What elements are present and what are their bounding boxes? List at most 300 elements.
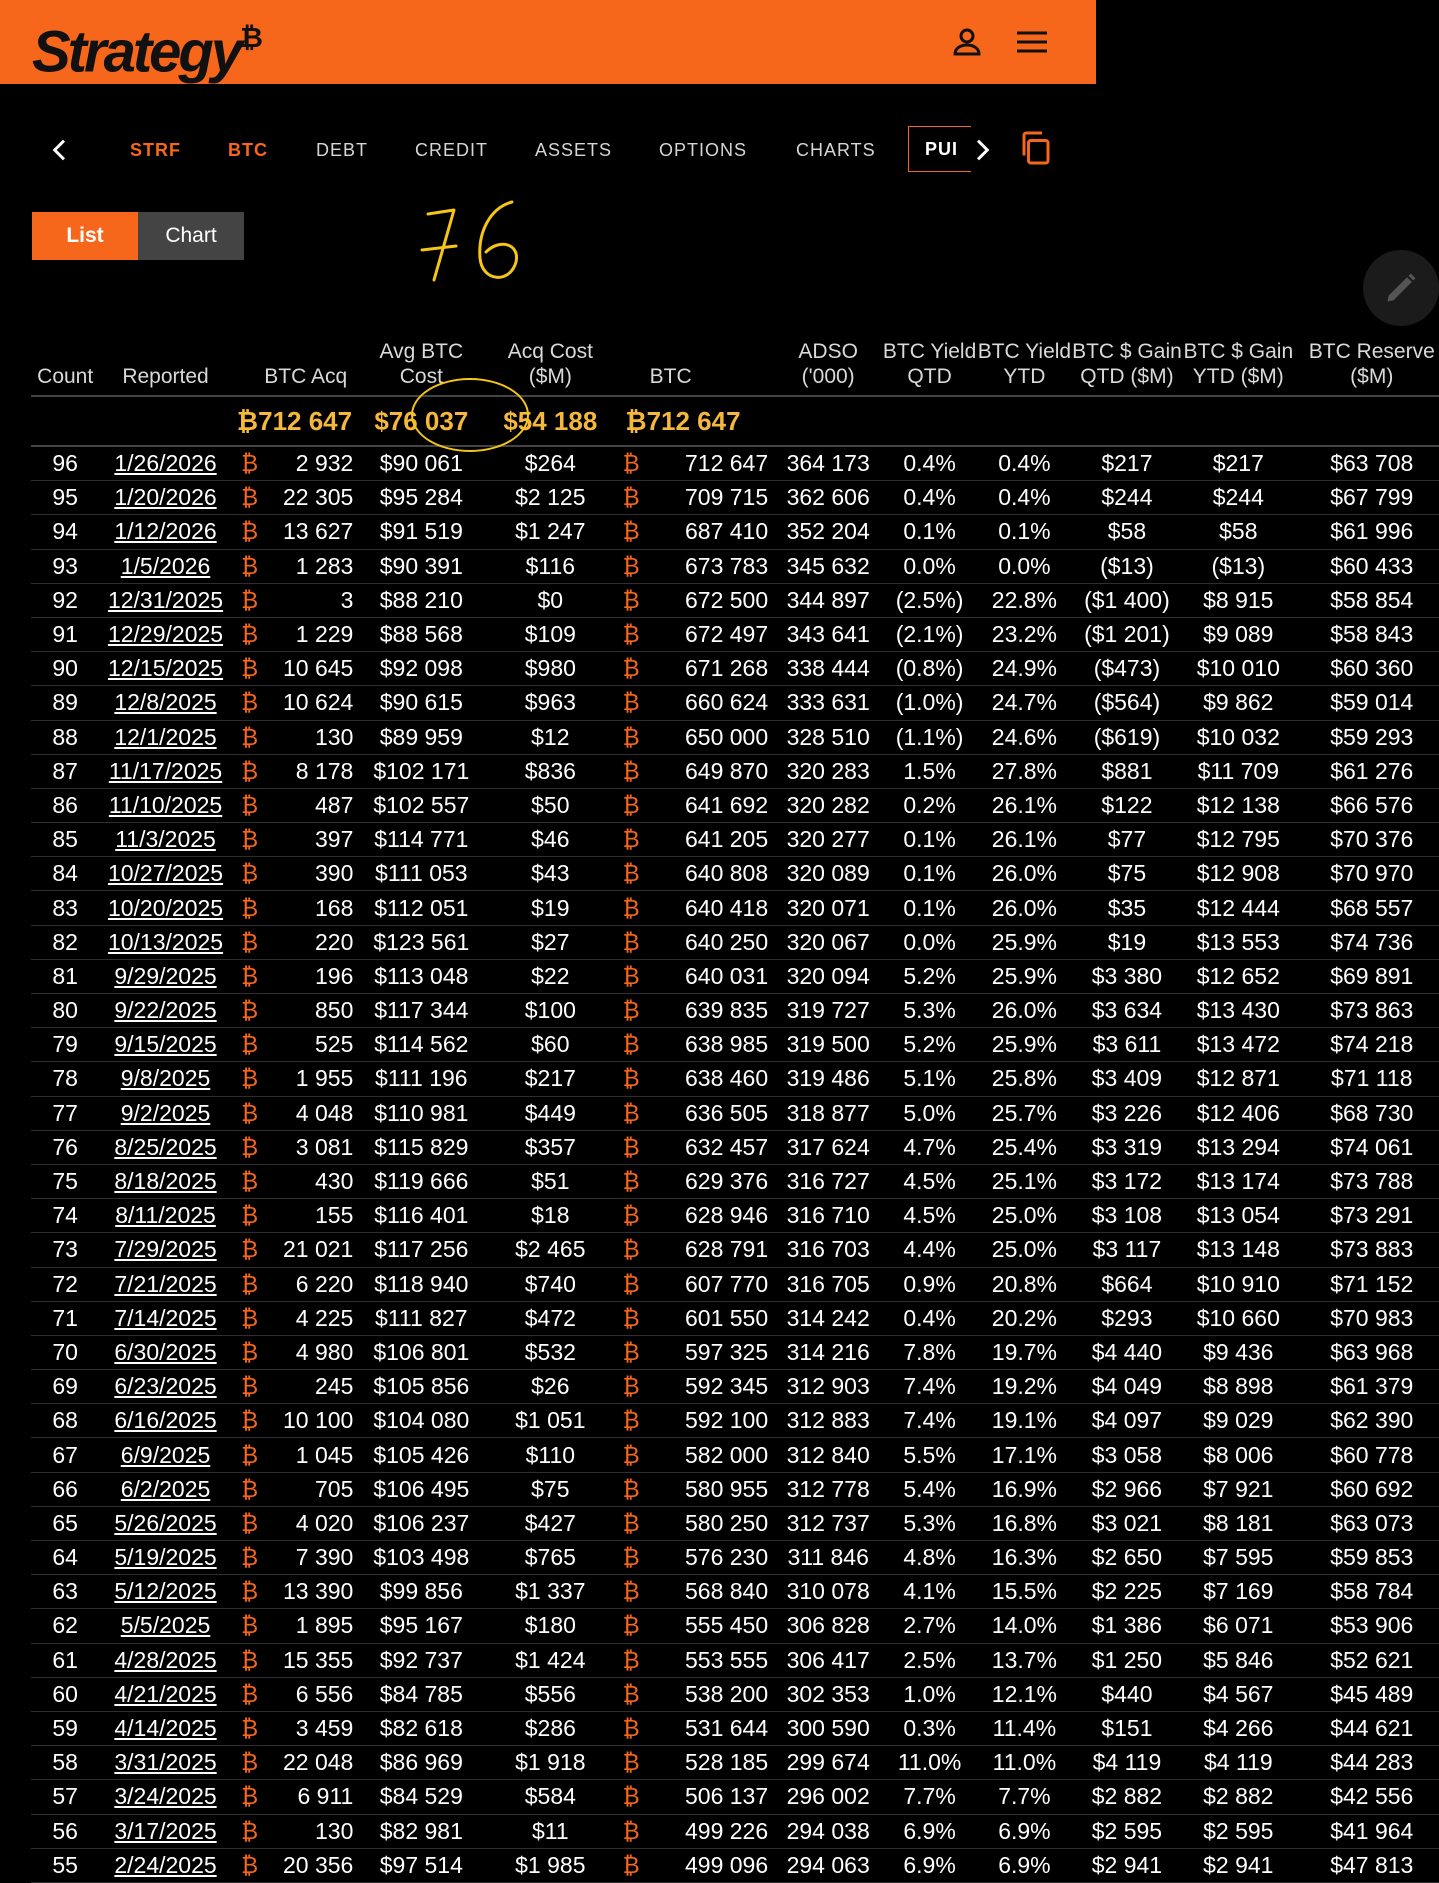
bitcoin-symbol-icon: ₿ [232, 1677, 258, 1711]
cell-count: 79 [31, 1028, 99, 1062]
reported-date-link[interactable]: 10/20/2025 [107, 894, 224, 921]
cell-gain-ytd: $9 862 [1182, 686, 1294, 720]
cell-gain-qtd: $1 386 [1072, 1609, 1182, 1643]
bitcoin-symbol-icon: ₿ [232, 583, 258, 617]
table-row [31, 1609, 1439, 1643]
cell-btc: 660 624 [640, 686, 775, 720]
cell-btc-acq: 6 556 [258, 1677, 357, 1711]
cell-yield-qtd: 0.0% [882, 549, 977, 583]
cell-reported [99, 1062, 231, 1096]
cell-btc-acq: 13 390 [258, 1575, 357, 1609]
totals-empty [99, 396, 231, 446]
cell-btc-acq: 15 355 [258, 1643, 357, 1677]
cell-yield-qtd: (2.5%) [882, 583, 977, 617]
reported-date-link[interactable]: 1/26/2026 [114, 450, 217, 477]
cell-avg-cost: $118 940 [357, 1267, 485, 1301]
bitcoin-symbol-icon: ₿ [615, 1335, 639, 1369]
reported-date-link[interactable]: 7/21/2025 [114, 1270, 217, 1297]
reported-date-link[interactable]: 5/5/2025 [120, 1612, 211, 1639]
reported-date-link[interactable]: 9/15/2025 [114, 1031, 217, 1058]
cell-gain-ytd: $11 709 [1182, 754, 1294, 788]
cell-avg-cost: $86 969 [357, 1746, 485, 1780]
cell-count: 74 [31, 1199, 99, 1233]
cell-reserve: $74 061 [1295, 1130, 1439, 1164]
cell-gain-ytd: $5 846 [1182, 1643, 1294, 1677]
table-row [31, 1130, 1439, 1164]
cell-btc: 640 808 [640, 857, 775, 891]
reported-date-link[interactable]: 5/26/2025 [114, 1509, 217, 1536]
cell-yield-qtd: 5.3% [882, 1506, 977, 1540]
header-yield-qtd[interactable]: BTC Yield QTD [882, 340, 977, 388]
cell-yield-ytd: 0.1% [977, 515, 1072, 549]
cell-reserve: $70 983 [1295, 1301, 1439, 1335]
reported-date-link[interactable]: 4/14/2025 [114, 1715, 217, 1742]
table-row [31, 617, 1439, 651]
bitcoin-symbol-icon: ₿ [232, 959, 258, 993]
reported-date-link[interactable]: 11/3/2025 [115, 826, 216, 853]
cell-adso: 320 067 [774, 925, 882, 959]
reported-date-link[interactable]: 12/15/2025 [107, 655, 224, 682]
cell-btc-acq: 4 020 [258, 1506, 357, 1540]
top-header [0, 0, 1096, 84]
cell-yield-qtd: 4.4% [882, 1233, 977, 1267]
cell-reported [99, 1575, 231, 1609]
table-row [31, 686, 1439, 720]
reported-date-link[interactable]: 10/13/2025 [107, 928, 224, 955]
cell-gain-ytd: $2 882 [1182, 1780, 1294, 1814]
table-row [31, 1643, 1439, 1677]
table-row [31, 823, 1439, 857]
tab-assets[interactable]: ASSETS [535, 140, 613, 160]
cell-reported [99, 891, 231, 925]
cell-adso: 316 703 [774, 1233, 882, 1267]
cell-reserve: $52 621 [1295, 1643, 1439, 1677]
cell-reported [99, 515, 231, 549]
cell-btc: 580 955 [640, 1472, 775, 1506]
cell-avg-cost: $111 053 [357, 857, 485, 891]
cell-avg-cost: $123 561 [357, 925, 485, 959]
cell-avg-cost: $104 080 [357, 1404, 485, 1438]
hamburger-menu-icon[interactable] [1014, 24, 1050, 60]
bitcoin-symbol-icon: ₿ [232, 1643, 258, 1677]
bitcoin-symbol-icon: ₿ [615, 1233, 639, 1267]
tab-charts[interactable]: CHARTS [796, 140, 876, 160]
header-spacer [615, 285, 639, 396]
cell-btc-acq: 1 955 [258, 1062, 357, 1096]
bitcoin-symbol-icon: ₿ [615, 1199, 639, 1233]
cell-gain-ytd: $13 174 [1182, 1164, 1294, 1198]
cell-btc-acq: 705 [258, 1472, 357, 1506]
cell-gain-qtd: $122 [1072, 788, 1182, 822]
cell-adso: 362 606 [774, 481, 882, 515]
reported-date-link[interactable]: 12/8/2025 [114, 689, 217, 716]
user-icon[interactable] [949, 24, 985, 60]
cell-gain-qtd: ($13) [1072, 549, 1182, 583]
cell-btc: 582 000 [640, 1438, 775, 1472]
bitcoin-symbol-icon: ₿ [615, 617, 639, 651]
cell-reserve: $63 968 [1295, 1335, 1439, 1369]
cell-btc-acq: 8 178 [258, 754, 357, 788]
cell-gain-ytd: $8 898 [1182, 1370, 1294, 1404]
cell-avg-cost: $105 856 [357, 1370, 485, 1404]
table-row [31, 1472, 1439, 1506]
cell-gain-ytd: $9 089 [1182, 617, 1294, 651]
cell-gain-qtd: $2 882 [1072, 1780, 1182, 1814]
reported-date-link[interactable]: 6/2/2025 [120, 1475, 211, 1502]
cell-gain-ytd: $7 595 [1182, 1541, 1294, 1575]
cell-avg-cost: $110 981 [357, 1096, 485, 1130]
cell-gain-qtd: $3 021 [1072, 1506, 1182, 1540]
bitcoin-symbol-icon: ₿ [232, 891, 258, 925]
cell-btc: 628 946 [640, 1199, 775, 1233]
reported-date-link[interactable]: 7/14/2025 [114, 1304, 217, 1331]
cell-adso: 299 674 [774, 1746, 882, 1780]
copy-icon[interactable] [1018, 130, 1054, 166]
cell-avg-cost: $102 557 [357, 788, 485, 822]
bitcoin-symbol-icon: ₿ [615, 994, 639, 1028]
reported-date-link[interactable]: 12/31/2025 [107, 586, 224, 613]
cell-btc: 632 457 [640, 1130, 775, 1164]
cell-yield-ytd: 25.0% [977, 1233, 1072, 1267]
cell-reserve: $71 118 [1295, 1062, 1439, 1096]
cell-adso: 316 727 [774, 1164, 882, 1198]
reported-date-link[interactable]: 10/27/2025 [107, 860, 224, 887]
cell-yield-qtd: 5.3% [882, 994, 977, 1028]
cell-avg-cost: $111 827 [357, 1301, 485, 1335]
bitcoin-symbol-icon: ₿ [615, 446, 639, 481]
cell-count: 67 [31, 1438, 99, 1472]
cell-yield-ytd: 26.0% [977, 891, 1072, 925]
table-row [31, 1199, 1439, 1233]
reported-date-link[interactable]: 6/16/2025 [114, 1407, 217, 1434]
reported-date-link[interactable]: 6/23/2025 [114, 1373, 217, 1400]
cell-yield-qtd: 5.2% [882, 959, 977, 993]
cell-yield-qtd: 0.1% [882, 857, 977, 891]
list-button[interactable]: List [32, 212, 138, 260]
cell-acq-cost: $217 [485, 1062, 615, 1096]
table-row [31, 788, 1439, 822]
cell-gain-qtd: $77 [1072, 823, 1182, 857]
cell-gain-ytd: $12 871 [1182, 1062, 1294, 1096]
bitcoin-symbol-icon: ₿ [615, 857, 639, 891]
cell-reserve: $73 788 [1295, 1164, 1439, 1198]
cell-reserve: $42 556 [1295, 1780, 1439, 1814]
reported-date-link[interactable]: 11/10/2025 [108, 791, 223, 818]
table-body [31, 446, 1439, 1882]
cell-acq-cost: $12 [485, 720, 615, 754]
bitcoin-symbol-icon: ₿ [232, 1301, 258, 1335]
header-reported[interactable]: Reported [122, 365, 209, 388]
cell-reserve: $44 283 [1295, 1746, 1439, 1780]
cell-yield-ytd: 19.2% [977, 1370, 1072, 1404]
cell-gain-qtd: $3 380 [1072, 959, 1182, 993]
tab-credit[interactable]: CREDIT [415, 140, 488, 160]
header-reserve[interactable]: BTC Reserve ($M) [1308, 340, 1435, 388]
total-btc-acq: ₿712 647 [232, 396, 358, 446]
cell-reserve: $59 014 [1295, 686, 1439, 720]
cell-btc: 672 500 [640, 583, 775, 617]
reported-date-link[interactable]: 3/24/2025 [114, 1783, 217, 1810]
tab-btc[interactable]: BTC [228, 140, 268, 160]
reported-date-link[interactable]: 8/25/2025 [114, 1133, 217, 1160]
cell-avg-cost: $112 051 [357, 891, 485, 925]
cell-adso: 311 846 [774, 1541, 882, 1575]
cell-gain-qtd: $58 [1072, 515, 1182, 549]
cell-gain-ytd: $10 032 [1182, 720, 1294, 754]
cell-btc-acq: 1 229 [258, 617, 357, 651]
reported-date-link[interactable]: 4/28/2025 [114, 1646, 217, 1673]
bitcoin-symbol-icon: ₿ [232, 1370, 258, 1404]
cell-acq-cost: $27 [485, 925, 615, 959]
bitcoin-symbol-icon: ₿ [232, 788, 258, 822]
header-count[interactable]: Count [37, 365, 94, 388]
header-gain-qtd[interactable]: BTC $ Gain QTD ($M) [1072, 340, 1182, 388]
cell-reserve: $45 489 [1295, 1677, 1439, 1711]
reported-date-link[interactable]: 1/20/2026 [114, 484, 217, 511]
bitcoin-symbol-icon: ₿ [615, 1677, 639, 1711]
cell-btc: 555 450 [640, 1609, 775, 1643]
bitcoin-symbol-icon: ₿ [615, 1370, 639, 1404]
reported-date-link[interactable]: 12/29/2025 [107, 621, 224, 648]
header-yield-ytd[interactable]: BTC Yield YTD [977, 340, 1072, 388]
table-row [31, 959, 1439, 993]
bitcoin-symbol-icon: ₿ [615, 1404, 639, 1438]
cell-yield-ytd: 26.0% [977, 857, 1072, 891]
cell-adso: 312 737 [774, 1506, 882, 1540]
cell-btc: 531 644 [640, 1711, 775, 1745]
reported-date-link[interactable]: 9/2/2025 [120, 1099, 211, 1126]
reported-date-link[interactable]: 8/18/2025 [114, 1168, 217, 1195]
cell-reported [99, 857, 231, 891]
bitcoin-symbol-icon: ₿ [232, 1472, 258, 1506]
table-row [31, 549, 1439, 583]
cell-reserve: $63 073 [1295, 1506, 1439, 1540]
tab-pui[interactable]: PUI [908, 126, 971, 172]
cell-btc-acq: 21 021 [258, 1233, 357, 1267]
cell-acq-cost: $2 125 [485, 481, 615, 515]
reported-date-link[interactable]: 7/29/2025 [114, 1236, 217, 1263]
cell-yield-qtd: 7.4% [882, 1370, 977, 1404]
cell-gain-ytd: $4 567 [1182, 1677, 1294, 1711]
cell-btc-acq: 487 [258, 788, 357, 822]
table-row [31, 891, 1439, 925]
cell-reserve: $44 621 [1295, 1711, 1439, 1745]
cell-adso: 320 071 [774, 891, 882, 925]
cell-btc-acq: 196 [258, 959, 357, 993]
table-row [31, 1233, 1439, 1267]
cell-count: 59 [31, 1711, 99, 1745]
bitcoin-symbol-icon: ₿ [232, 1028, 258, 1062]
cell-gain-qtd: $3 058 [1072, 1438, 1182, 1472]
cell-count: 85 [31, 823, 99, 857]
cell-avg-cost: $99 856 [357, 1575, 485, 1609]
chevron-right-icon[interactable] [966, 134, 998, 166]
cell-adso: 316 705 [774, 1267, 882, 1301]
cell-acq-cost: $60 [485, 1028, 615, 1062]
cell-gain-qtd: ($1 400) [1072, 583, 1182, 617]
bitcoin-symbol-icon: ₿ [232, 823, 258, 857]
bitcoin-symbol-icon: ₿ [615, 1130, 639, 1164]
cell-btc-acq: 850 [258, 994, 357, 1028]
cell-yield-qtd: 5.5% [882, 1438, 977, 1472]
reported-date-link[interactable]: 2/24/2025 [114, 1851, 217, 1878]
reported-date-link[interactable]: 9/8/2025 [120, 1065, 211, 1092]
bitcoin-symbol-icon: ₿ [615, 583, 639, 617]
cell-btc: 641 692 [640, 788, 775, 822]
chart-button[interactable]: Chart [138, 212, 244, 260]
cell-btc: 528 185 [640, 1746, 775, 1780]
cell-reported [99, 1438, 231, 1472]
cell-count: 75 [31, 1164, 99, 1198]
cell-gain-ytd: $7 169 [1182, 1575, 1294, 1609]
header-adso[interactable]: ADSO ('000) [798, 340, 858, 388]
cell-btc: 568 840 [640, 1575, 775, 1609]
header-avg-cost[interactable]: Avg BTC Cost [379, 340, 464, 388]
header-btc[interactable]: BTC [649, 365, 692, 388]
table-row [31, 994, 1439, 1028]
cell-reported [99, 1746, 231, 1780]
totals-empty [31, 396, 99, 446]
cell-count: 55 [31, 1848, 99, 1882]
reported-date-link[interactable]: 4/21/2025 [114, 1680, 217, 1707]
bitcoin-symbol-icon: ₿ [232, 686, 258, 720]
bitcoin-symbol-icon: ₿ [232, 1780, 258, 1814]
cell-adso: 316 710 [774, 1199, 882, 1233]
reported-date-link[interactable]: 6/30/2025 [114, 1338, 217, 1365]
cell-adso: 317 624 [774, 1130, 882, 1164]
cell-avg-cost: $106 237 [357, 1506, 485, 1540]
cell-reported [99, 1506, 231, 1540]
cell-btc-acq: 6 220 [258, 1267, 357, 1301]
bitcoin-symbol-icon: ₿ [615, 1301, 639, 1335]
reported-date-link[interactable]: 3/17/2025 [114, 1817, 217, 1844]
cell-adso: 328 510 [774, 720, 882, 754]
cell-yield-ytd: 0.4% [977, 481, 1072, 515]
cell-reserve: $68 557 [1295, 891, 1439, 925]
cell-acq-cost: $11 [485, 1814, 615, 1848]
cell-btc: 650 000 [640, 720, 775, 754]
cell-gain-ytd: $8 006 [1182, 1438, 1294, 1472]
strategy-logo[interactable] [32, 4, 263, 90]
bitcoin-symbol-icon: ₿ [615, 1438, 639, 1472]
cell-acq-cost: $2 465 [485, 1233, 615, 1267]
reported-date-link[interactable]: 5/12/2025 [114, 1578, 217, 1605]
cell-adso: 338 444 [774, 652, 882, 686]
cell-yield-ytd: 25.9% [977, 959, 1072, 993]
cell-btc-acq: 13 627 [258, 515, 357, 549]
cell-yield-qtd: 2.5% [882, 1643, 977, 1677]
header-gain-ytd[interactable]: BTC $ Gain YTD ($M) [1183, 340, 1294, 388]
cell-btc: 601 550 [640, 1301, 775, 1335]
cell-btc: 638 460 [640, 1062, 775, 1096]
cell-btc-acq: 4 980 [258, 1335, 357, 1369]
reported-date-link[interactable]: 11/17/2025 [108, 757, 223, 784]
reported-date-link[interactable]: 12/1/2025 [114, 723, 217, 750]
cell-avg-cost: $106 495 [357, 1472, 485, 1506]
cell-btc: 639 835 [640, 994, 775, 1028]
cell-yield-qtd: 5.0% [882, 1096, 977, 1130]
cell-btc-acq: 1 283 [258, 549, 357, 583]
cell-reserve: $73 863 [1295, 994, 1439, 1028]
cell-yield-qtd: 0.9% [882, 1267, 977, 1301]
reported-date-link[interactable]: 9/29/2025 [114, 962, 217, 989]
cell-acq-cost: $22 [485, 959, 615, 993]
cell-acq-cost: $46 [485, 823, 615, 857]
tab-debt[interactable]: DEBT [316, 140, 369, 160]
chevron-left-icon[interactable] [44, 134, 76, 166]
reported-date-link[interactable]: 1/5/2026 [120, 552, 211, 579]
cell-yield-ytd: 25.9% [977, 1028, 1072, 1062]
cell-gain-qtd: $3 409 [1072, 1062, 1182, 1096]
cell-yield-ytd: 25.0% [977, 1199, 1072, 1233]
cell-gain-qtd: $293 [1072, 1301, 1182, 1335]
reported-date-link[interactable]: 5/19/2025 [114, 1544, 217, 1571]
cell-yield-qtd: 6.9% [882, 1848, 977, 1882]
cell-acq-cost: $100 [485, 994, 615, 1028]
reported-date-link[interactable]: 3/31/2025 [114, 1749, 217, 1776]
cell-reported [99, 823, 231, 857]
bitcoin-symbol-icon: ₿ [615, 1096, 639, 1130]
cell-gain-qtd: $1 250 [1072, 1643, 1182, 1677]
header-acq-cost[interactable]: Acq Cost ($M) [507, 340, 593, 388]
cell-reserve: $60 433 [1295, 549, 1439, 583]
cell-yield-qtd: (1.1%) [882, 720, 977, 754]
cell-reported [99, 1233, 231, 1267]
cell-reported [99, 652, 231, 686]
reported-date-link[interactable]: 6/9/2025 [120, 1441, 211, 1468]
bitcoin-symbol-icon: ₿ [615, 549, 639, 583]
cell-count: 91 [31, 617, 99, 651]
cell-reserve: $58 843 [1295, 617, 1439, 651]
cell-acq-cost: $357 [485, 1130, 615, 1164]
tab-options[interactable]: OPTIONS [659, 140, 748, 160]
cell-gain-qtd: $217 [1072, 446, 1182, 481]
bitcoin-symbol-icon: ₿ [232, 1164, 258, 1198]
cell-yield-ytd: 13.7% [977, 1643, 1072, 1677]
cell-yield-ytd: 7.7% [977, 1780, 1072, 1814]
cell-yield-ytd: 6.9% [977, 1848, 1072, 1882]
cell-gain-ytd: $4 266 [1182, 1711, 1294, 1745]
bitcoin-symbol-icon: ₿ [615, 652, 639, 686]
cell-adso: 319 500 [774, 1028, 882, 1062]
reported-date-link[interactable]: 8/11/2025 [115, 1202, 216, 1229]
bitcoin-symbol-icon: ₿ [232, 994, 258, 1028]
section-nav [0, 120, 1100, 180]
cell-yield-qtd: 0.0% [882, 925, 977, 959]
header-spacer [232, 285, 258, 396]
header-btc-acq[interactable]: BTC Acq [264, 365, 348, 388]
cell-btc: 607 770 [640, 1267, 775, 1301]
cell-acq-cost: $532 [485, 1335, 615, 1369]
cell-reported [99, 1370, 231, 1404]
bitcoin-symbol-icon: ₿ [232, 1575, 258, 1609]
reported-date-link[interactable]: 1/12/2026 [114, 518, 217, 545]
cell-count: 90 [31, 652, 99, 686]
cell-avg-cost: $116 401 [357, 1199, 485, 1233]
reported-date-link[interactable]: 9/22/2025 [114, 997, 217, 1024]
cell-gain-ytd: $10 910 [1182, 1267, 1294, 1301]
bitcoin-symbol-icon: ₿ [232, 1233, 258, 1267]
cell-btc: 628 791 [640, 1233, 775, 1267]
cell-acq-cost: $18 [485, 1199, 615, 1233]
cell-yield-qtd: 0.1% [882, 891, 977, 925]
cell-acq-cost: $1 247 [485, 515, 615, 549]
table-row [31, 1711, 1439, 1745]
tab-strf[interactable]: STRF [130, 140, 181, 160]
cell-reserve: $59 293 [1295, 720, 1439, 754]
cell-count: 95 [31, 481, 99, 515]
cell-gain-ytd: $13 472 [1182, 1028, 1294, 1062]
